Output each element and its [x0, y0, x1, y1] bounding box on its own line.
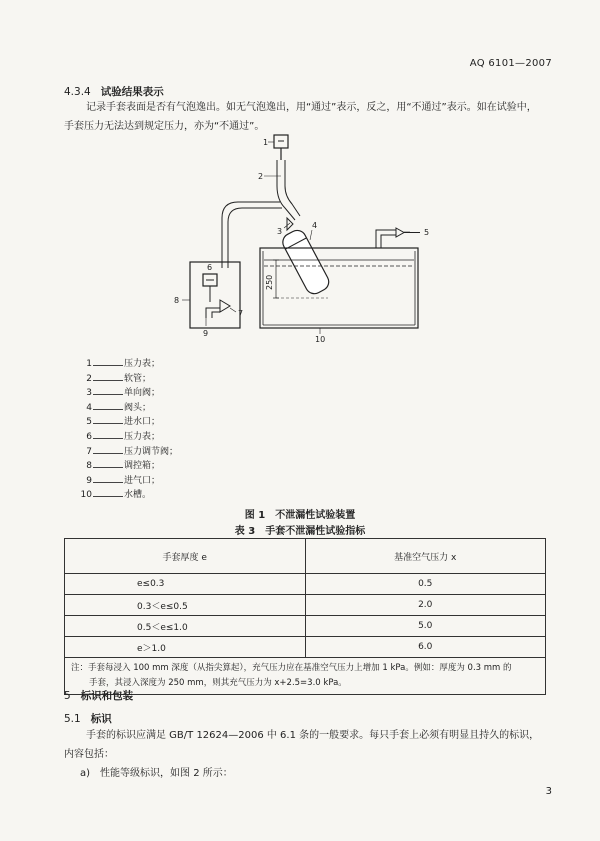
legend-item: 1 压力表； — [86, 359, 161, 369]
standard-number: AQ 6101—2007 — [469, 58, 552, 69]
callout-4: 4 — [312, 221, 318, 230]
callout-5: 5 — [424, 228, 430, 237]
column-header: 手套厚度 e — [65, 539, 306, 574]
section-number: 4.3.4 — [64, 86, 91, 98]
section-title: 试验结果表示 — [100, 86, 164, 98]
table-row — [65, 574, 546, 595]
dimension-label: 250 — [265, 274, 274, 290]
pressure-regulator-7 — [220, 300, 230, 312]
callout-10: 10 — [315, 335, 326, 344]
legend-item: 9 进气口； — [86, 475, 161, 486]
callout-3: 3 — [277, 227, 283, 236]
glove-valve-head-4 — [280, 227, 332, 297]
section-title: 标识 — [90, 713, 112, 725]
legend-item: 7 压力调节阀； — [86, 446, 179, 457]
section-heading-5-1 — [64, 711, 112, 726]
figure-legend — [78, 357, 178, 503]
legend-item: 4 阀头； — [86, 402, 152, 413]
pressure-cell: 2.0 — [305, 595, 546, 616]
callout-8: 8 — [174, 296, 180, 305]
legend-item: 6 压力表； — [86, 431, 161, 442]
legend-item: 3 单向阀； — [86, 388, 161, 399]
section-number: 5 — [64, 690, 71, 702]
section-number: 5.1 — [64, 713, 81, 725]
column-header: 基准空气压力 x — [305, 539, 546, 574]
pressure-cell: 0.5 — [305, 574, 546, 595]
thickness-cell: e≤0.3 — [65, 574, 306, 595]
table-row — [65, 616, 546, 637]
table-row — [65, 595, 546, 616]
table-note-row — [65, 658, 546, 695]
figure-caption: 图 1 不泄漏性试验装置 — [244, 510, 356, 521]
legend-item: 2 软管； — [86, 373, 152, 384]
pressure-cell: 6.0 — [305, 637, 546, 658]
legend-item: 8 调控箱； — [86, 461, 161, 472]
leak-test-table — [64, 538, 546, 695]
section-5-1-paragraph: 手套的标识应满足 GB/T 12624—2006 中 6.1 条的一般要求。每只手套上必须有明显且持久的标识，内容包括： — [64, 730, 540, 760]
control-box-8 — [190, 262, 240, 328]
table-note-line: 注：手套每浸入 100 mm 深度（从指尖算起），充气压力应在基准空气压力上增加 1 kPa。例如：厚度为 0.3 mm 的 — [71, 663, 512, 673]
section-heading-5 — [64, 688, 133, 703]
water-inlet-valve-5 — [396, 228, 404, 237]
thickness-cell: 0.5＜e≤1.0 — [65, 616, 306, 637]
table-note-line: 手套，其浸入深度为 250 mm，则其充气压力为 x+2.5=3.0 kPa。 — [89, 678, 347, 688]
legend-item: 10 水槽。 — [80, 490, 152, 501]
table-note — [65, 658, 546, 695]
callout-7: 7 — [238, 309, 244, 318]
section-title: 标识和包装 — [80, 690, 134, 702]
page-number: 3 — [545, 786, 552, 797]
callout-9: 9 — [203, 329, 209, 338]
table-caption: 表 3 手套不泄漏性试验指标 — [234, 526, 366, 537]
one-way-valve-3 — [287, 218, 293, 230]
callout-2: 2 — [258, 172, 264, 181]
section-4-3-4-paragraph: 记录手套表面是否有气泡逸出。如无气泡逸出，用“通过”表示，反之，用“不通过”表示。如在试验中，手套压力无法达到规定压力，亦为“不通过”。 — [64, 102, 537, 132]
pressure-cell: 5.0 — [305, 616, 546, 637]
list-item-a: a) 性能等级标识，如图 2 所示： — [80, 768, 233, 779]
leak-test-apparatus-diagram — [160, 130, 450, 345]
section-heading-4-3-4 — [64, 84, 164, 99]
thickness-cell: 0.3＜e≤0.5 — [65, 595, 306, 616]
legend-item: 5 进水口； — [86, 417, 161, 428]
callout-6: 6 — [207, 263, 213, 272]
thickness-cell: e＞1.0 — [65, 637, 306, 658]
table-header-row — [65, 539, 546, 574]
table-row — [65, 637, 546, 658]
callout-1: 1 — [263, 138, 269, 147]
